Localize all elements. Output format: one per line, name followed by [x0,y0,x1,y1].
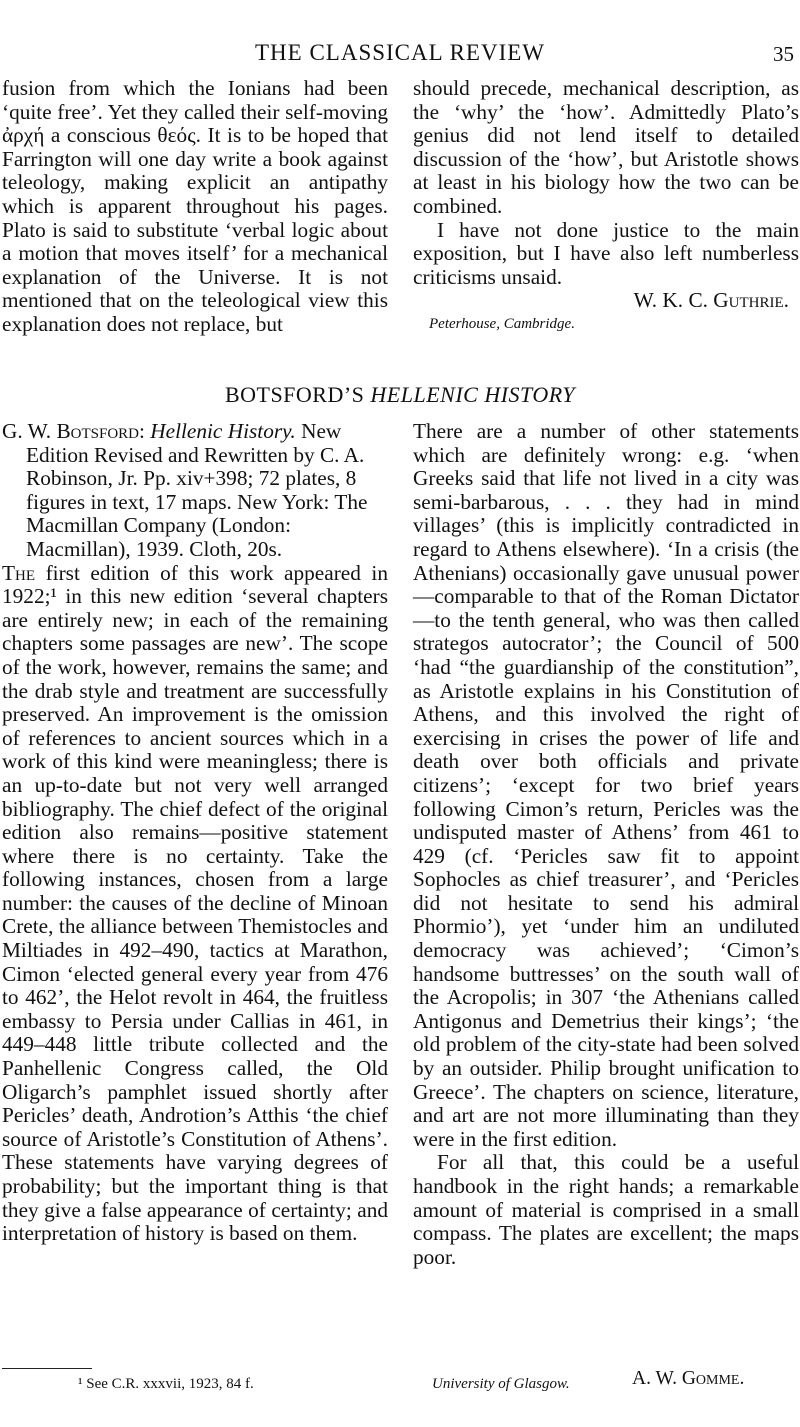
review-heading [0,382,800,408]
body-paragraph: For all that, this could be a useful handbook in the right hands; a remarkable amount of material is comprised in a small compass. The plates are excellent; the maps poor. [413,1150,799,1269]
heading-italic: HELLENIC HISTORY [370,382,576,407]
previous-review-continuation-right [413,77,799,337]
reviewer-signature: A. W. Gomme. [632,1368,745,1389]
citation-details: New Edition Revised and Rewritten by C. A. Robinson, Jr. Pp. xiv+398; 72 plates, 8 figures in text, 17 maps. New York: The Macmillan Company (London: Macmillan), 1939. Cloth, 20s. [26,419,368,561]
body-paragraph [2,562,388,1246]
body-paragraph: should precede, mechanical description, as the ‘why’ the ‘how’. Admittedly Plato’s genius did not lend itself to detailed discussion of the ‘how’, but Aristotle shows at least in his biology how the two can be combined. [413,76,799,218]
body-paragraph: fusion from which the Ionians had been ‘quite free’. Yet they called their self-moving ἀρχή a conscious θεός. It is to be hoped that Farrington will one day write a book against teleology, making explicit an antipathy which is apparent throughout his pages. Plato is said to substitute ‘verbal logic about a motion that moves itself’ for a mechanical explanation of the Universe. It is not mentioned that on the teleological view this explanation does not replace, but [2,76,388,336]
lead-word: The [2,560,36,585]
reviewer-affiliation: University of Glasgow. [432,1376,570,1392]
footnote-rule [2,1368,92,1369]
citation-title: Hellenic History. [150,419,296,443]
reviewer-signature: W. K. C. Guthrie. [633,288,789,313]
book-citation [2,420,388,562]
page-number: 35 [773,42,794,66]
review-column-left [2,420,388,1246]
heading-plain: BOTSFORD’S [224,382,371,407]
paragraph-text: first edition of this work appeared in 1922;¹ in this new edition ‘several chapters are entirely new; in each of the remaining chapters some passages are new’. The scope of the work, however, remains the same; and the drab style and treatment are successfully preserved. An improvement is the omission of references to ancient sources which in a work of this kind were meaningless; there is an up-to-date but not very well arranged bibliography. The chief defect of the original edition also remains—positive statement where there is no certainty. Take the following instances, chosen from a large number: the causes of the decline of Minoan Crete, the alliance between Themistocles and Miltiades in 492–490, tactics at Marathon, Cimon ‘elected general every year from 476 to 462’, the Helot revolt in 464, the fruitless embassy to Persia under Callias in 461, in 449–448 little tribute collected and the Panhellenic Congress called, the Old Oligarch’s pamphlet issued shortly after Pericles’ death, Androtion’s Atthis ‘the chief source of Aristotle’s Constitution of Athens’. These statements have varying degrees of probability; but the important thing is that they give a false appearance of certainty; and interpretation of history is based on them. [2,560,388,1246]
body-paragraph: I have not done justice to the main exposition, but I have also left numberless criticisms unsaid. [413,217,799,289]
citation-separator: : [139,419,151,443]
body-paragraph: There are a number of other statements which are definitely wrong: e.g. ‘when Greeks said that life not lived in a city was semi-barbarous, . . . they had in mind villages’ (this is implicitly contradicted in regard to Athens elsewhere). ‘In a crisis (the Athenians) occasionally gave unusual power—comparable to that of the Roman Dictator—to the tenth general, who was then called strategos autocrator’; the Council of 500 ‘had “the guardianship of the constitution”, as Aristotle explains in his Constitution of Athens, and this involved the right of exercising in crises the power of life and death over both officials and private citizens’; ‘except for two brief years following Cimon’s return, Pericles was the undisputed master of Athens’ from 461 to 429 (cf. ‘Pericles saw fit to appoint Sophocles as chief treasurer’, and ‘Pericles did not hesitate to send his admiral Phormio’), yet ‘under him an undiluted democracy was achieved’; ‘Cimon’s handsome buttresses’ on the south wall of the Acropolis; in 307 ‘the Athenians called Antigonus and Demetrius their kings’; ‘the old problem of the city-state had been solved by an outsider. Philip brought unification to Greece’. The chapters on science, literature, and art are not more illuminating than they were in the first edition. [413,419,799,1151]
journal-title: THE CLASSICAL REVIEW [254,40,545,65]
running-header [0,40,800,70]
review-column-right [413,420,799,1269]
citation-author: G. W. Botsford [2,419,139,443]
previous-review-continuation-left [2,77,388,337]
footnote: ¹ See C.R. xxxvii, 1923, 84 f. [78,1376,254,1392]
reviewer-affiliation: Peterhouse, Cambridge. [429,315,575,332]
